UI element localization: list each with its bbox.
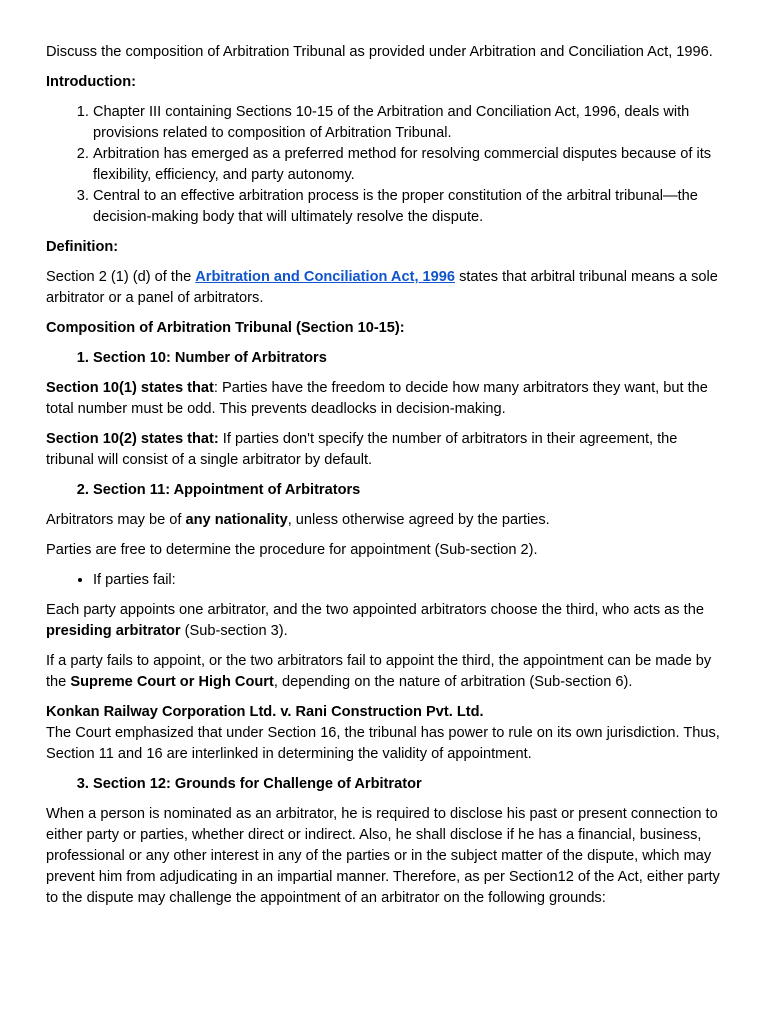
composition-heading: Composition of Arbitration Tribunal (Section 10-15): [46, 320, 405, 336]
court-text-a: If a party fails to appoint, or the two arbitrators fail to appoint the third, the appointment can be made by the [46, 653, 712, 690]
section12-paragraph: When a person is nominated as an arbitrator, he is required to disclose his past or present connection to either party or parties, whether direct or indirect. Also, he shall disclose if he has a financial, business, professional or any other interest in any of the parties or in the subject matter of the dispute, which may prevent him from adjudicating in an impartial manner. Therefore, as per Section12 of the Act, either party to the dispute may challenge the appointment of an arbitrator on the following grounds: [46, 806, 720, 906]
presiding-bold: presiding arbitrator [46, 623, 181, 639]
section11-court-paragraph [46, 651, 722, 693]
parties-fail-bullet: • If parties fail: [93, 570, 722, 591]
definition-text-after: states that arbitral tribunal means a sole arbitrator or a panel of arbitrators. [46, 269, 718, 306]
section10-1-text: : Parties have the freedom to decide how many arbitrators they want, but the total number must be odd. This prevents deadlocks in decision-making. [46, 380, 708, 417]
section10-1-paragraph [46, 378, 722, 420]
section10-2-label: Section 10(2) states that: [46, 431, 219, 447]
introduction-point-3: 3. Central to an effective arbitration process is the proper constitution of the arbitral tribunal—the decision-making body that will ultimately resolve the dispute. [93, 186, 722, 228]
introduction-point-2: 2. Arbitration has emerged as a preferred method for resolving commercial disputes because of its flexibility, efficiency, and party autonomy. [93, 144, 722, 186]
parties-fail-list [46, 570, 722, 591]
section10-2-paragraph [46, 429, 722, 471]
section11-procedure-paragraph: Parties are free to determine the procedure for appointment (Sub-section 2). [46, 542, 538, 558]
nationality-bold: any nationality [185, 512, 288, 528]
section11-presiding-paragraph [46, 600, 722, 642]
section10-1-label: Section 10(1) states that [46, 380, 214, 396]
section12-item [46, 774, 722, 795]
case-text: The Court emphasized that under Section 16, the tribunal has power to rule on its own jurisdiction. Thus, Section 11 and 16 are interlinked in determining the validity of appointment. [46, 725, 720, 762]
introduction-heading: Introduction: [46, 74, 136, 90]
nationality-text-a: Arbitrators may be of [46, 512, 186, 528]
section11-title: 2. Section 11: Appointment of Arbitrators [93, 480, 722, 501]
section12-title: 3. Section 12: Grounds for Challenge of Arbitrator [93, 774, 722, 795]
introduction-list [46, 102, 722, 228]
definition-paragraph [46, 267, 722, 309]
act-link[interactable]: Arbitration and Conciliation Act, 1996 [195, 269, 456, 285]
definition-heading: Definition: [46, 239, 119, 255]
presiding-text-a: Each party appoints one arbitrator, and the two appointed arbitrators choose the third, who acts as the [46, 602, 704, 618]
section10-2-text: If parties don't specify the number of arbitrators in their agreement, the tribunal will consist of a single arbitrator by default. [46, 431, 678, 468]
court-bold: Supreme Court or High Court [70, 674, 274, 690]
presiding-text-b: (Sub-section 3). [180, 623, 288, 639]
introduction-point-1: 1. Chapter III containing Sections 10-15 of the Arbitration and Conciliation Act, 1996, deals with provisions related to composition of Arbitration Tribunal. [93, 102, 722, 144]
section10-item [46, 348, 722, 369]
case-name: Konkan Railway Corporation Ltd. v. Rani Construction Pvt. Ltd. [46, 704, 484, 720]
question-text: Discuss the composition of Arbitration Tribunal as provided under Arbitration and Conciliation Act, 1996. [46, 44, 713, 60]
section11-nationality-paragraph [46, 510, 722, 531]
definition-text-before: Section 2 (1) (d) of the [46, 269, 196, 285]
court-text-b: , depending on the nature of arbitration (Sub-section 6). [273, 674, 633, 690]
nationality-text-b: , unless otherwise agreed by the parties. [287, 512, 550, 528]
section11-item [46, 480, 722, 501]
section10-title: 1. Section 10: Number of Arbitrators [93, 348, 722, 369]
